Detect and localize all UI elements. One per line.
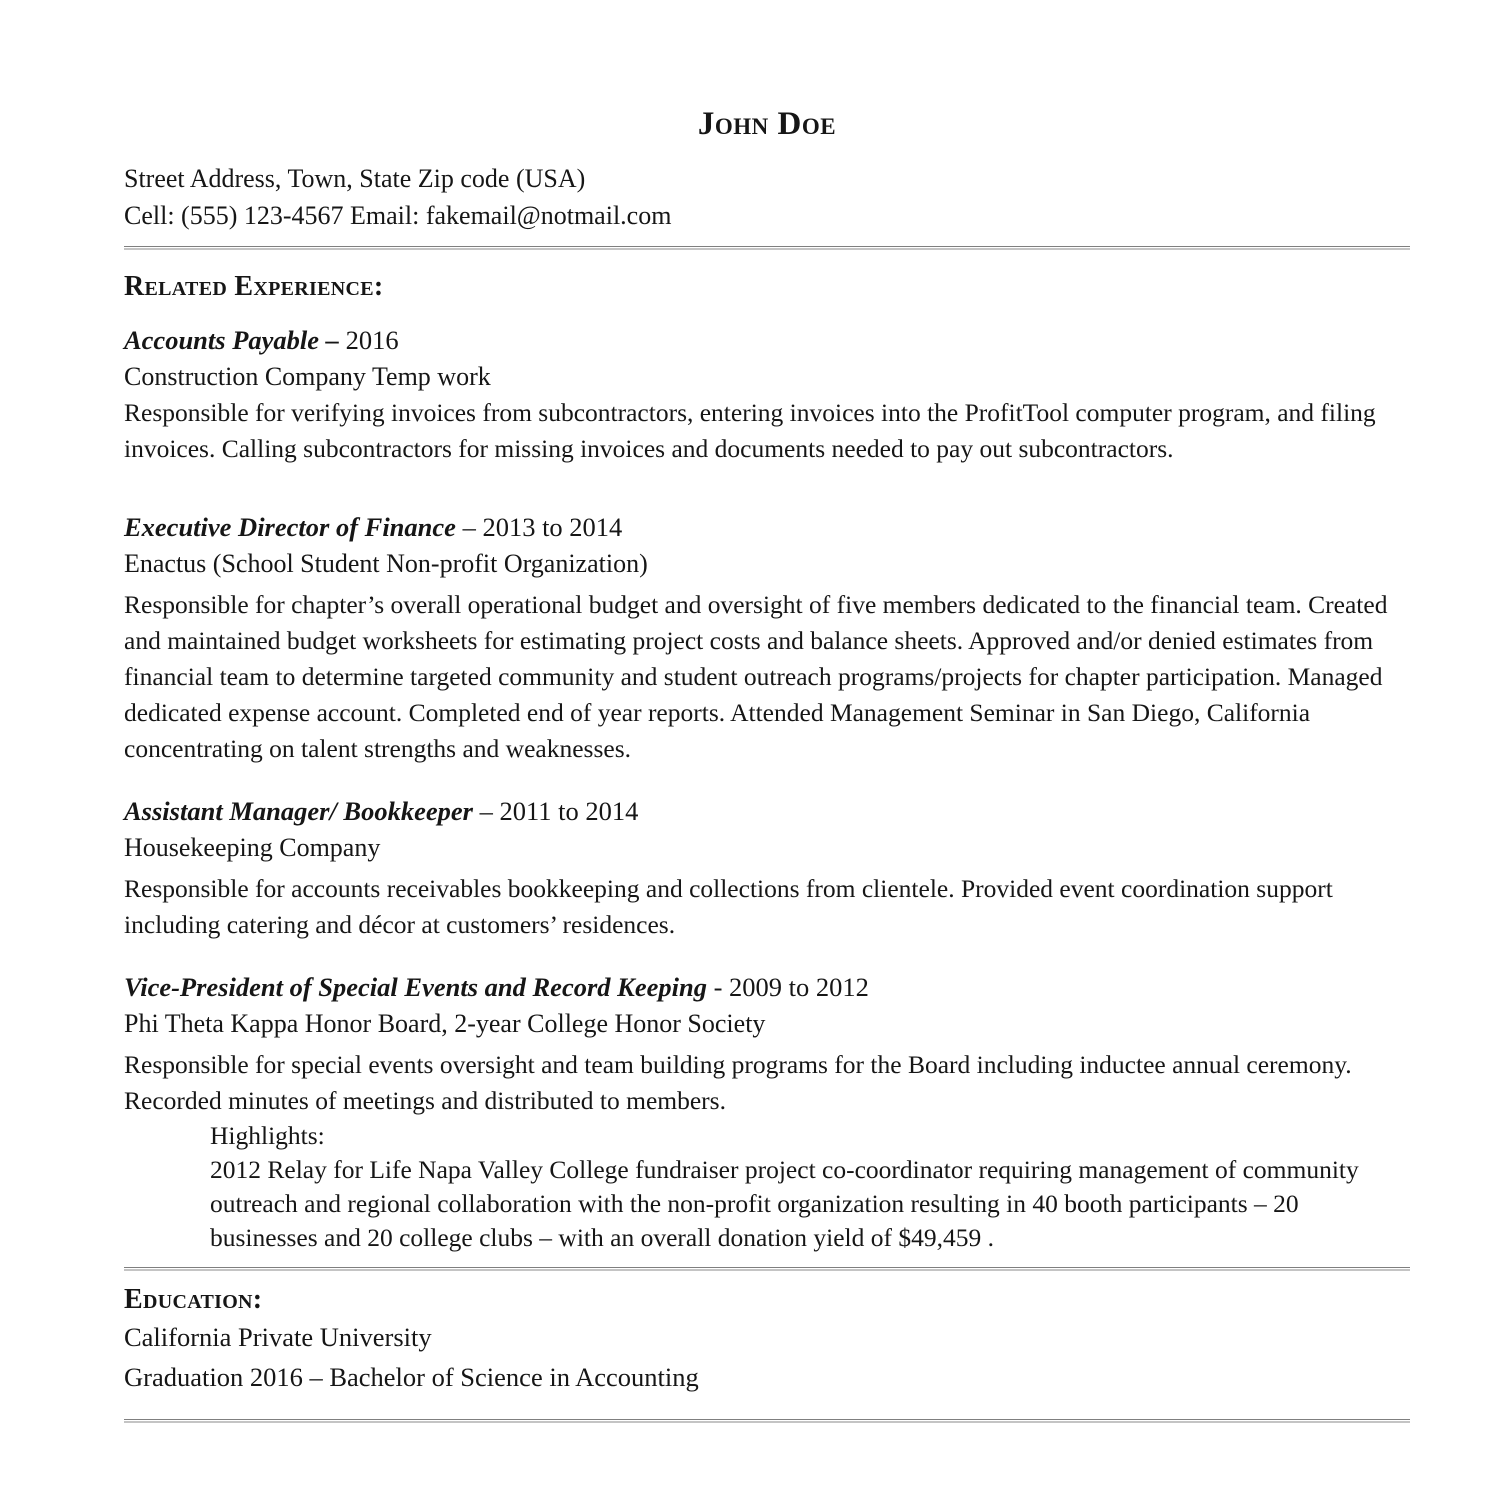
education-degree: Graduation 2016 – Bachelor of Science in Accounting — [124, 1362, 699, 1392]
contact-block — [124, 160, 1410, 234]
job-dates: – 2013 to 2014 — [462, 512, 623, 542]
section-title-related-experience: Related Experience: — [124, 271, 384, 302]
job-entry-executive-director — [124, 509, 1410, 767]
job-role: Executive Director of Finance — [124, 512, 456, 542]
job-entry-vice-president — [124, 969, 1410, 1255]
job-dates: - 2009 to 2012 — [713, 972, 869, 1002]
job-company: Construction Company Temp work — [124, 362, 491, 391]
job-entry-assistant-manager — [124, 793, 1410, 943]
job-role: Accounts Payable – — [124, 325, 339, 355]
highlights-text: 2012 Relay for Life Napa Valley College fundraiser project co-coordinator requiring management of community outreach and regional collaboration with the non-profit organization resulting in 40 booth participants – 20 businesses and 20 college clubs – with an overall donation yield of $49,459 . — [210, 1155, 1359, 1252]
job-description: Responsible for chapter’s overall operational budget and oversight of five members dedicated to the financial team. Created and maintained budget worksheets for estimating project costs and balance sheets. Approved and/or denied estimates from financial team to determine targeted community and student outreach programs/projects for chapter participation. Managed dedicated expense account. Completed end of year reports. Attended Management Seminar in San Diego, California concentrating on talent strengths and weaknesses. — [124, 590, 1388, 763]
job-title-line — [124, 969, 1410, 1005]
job-entry-accounts-payable — [124, 322, 1410, 467]
section-divider-middle — [124, 1267, 1410, 1271]
job-description: Responsible for accounts receivables bookkeeping and collections from clientele. Provided event coordination support including catering and décor at customers’ residences. — [124, 874, 1333, 939]
section-title-education: Education: — [124, 1284, 263, 1315]
job-company: Enactus (School Student Non-profit Organization) — [124, 549, 648, 578]
job-company: Phi Theta Kappa Honor Board, 2-year College Honor Society — [124, 1009, 766, 1038]
job-role: Vice-President of Special Events and Record Keeping — [124, 972, 707, 1002]
job-title-line — [124, 322, 1410, 358]
job-role: Assistant Manager/ Bookkeeper — [124, 796, 473, 826]
address-line: Street Address, Town, State Zip code (USA) — [124, 164, 586, 193]
job-description: Responsible for special events oversight and team building programs for the Board including inductee annual ceremony. Recorded minutes of meetings and distributed to members. — [124, 1050, 1352, 1115]
education-school: California Private University — [124, 1322, 432, 1352]
job-description: Responsible for verifying invoices from subcontractors, entering invoices into the ProfitTool computer program, and filing invoices. Calling subcontractors for missing invoices and documents needed to pay out subcontractors. — [124, 398, 1376, 463]
section-divider-top — [124, 246, 1410, 250]
job-title-line — [124, 793, 1410, 829]
job-company: Housekeeping Company — [124, 833, 381, 862]
job-dates: 2016 — [345, 325, 399, 355]
job-highlights — [124, 1119, 1410, 1255]
resume-name: John Doe — [697, 106, 837, 142]
section-divider-bottom — [124, 1419, 1410, 1423]
job-title-line — [124, 509, 1410, 545]
contact-line: Cell: (555) 123-4567 Email: fakemail@notmail.com — [124, 201, 672, 230]
education-section — [124, 1283, 1410, 1397]
job-dates: – 2011 to 2014 — [479, 796, 639, 826]
highlights-label: Highlights: — [210, 1121, 325, 1150]
related-experience-section — [124, 270, 1410, 1255]
resume-header — [124, 104, 1410, 234]
